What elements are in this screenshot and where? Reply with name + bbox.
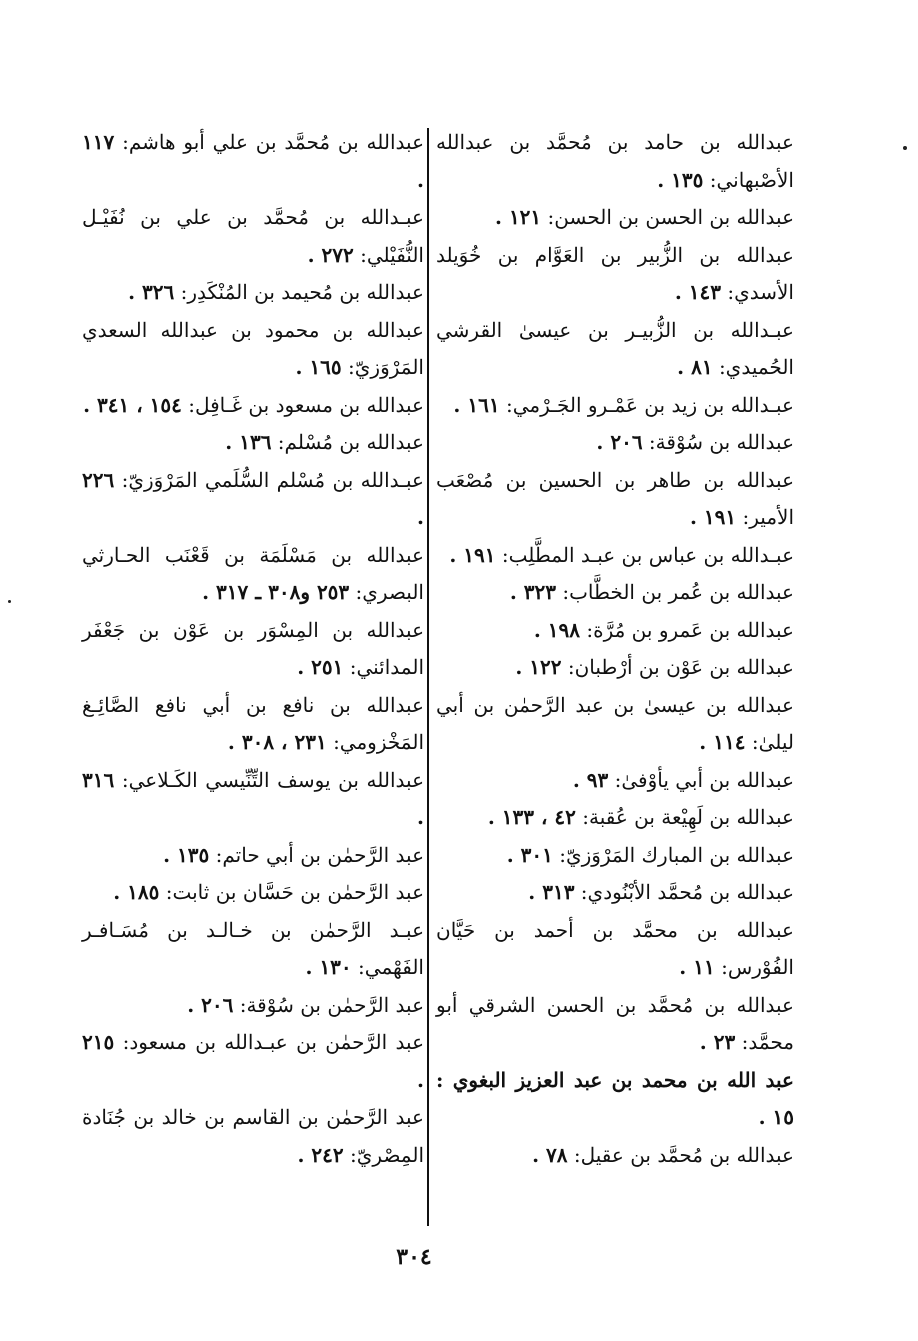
entry-pages: ٣٢٦ . [128, 280, 175, 304]
index-entry [436, 912, 794, 987]
entry-name: عبـدالله بن مُسْلم السُّلَمي المَرْوَزيّ: [121, 467, 424, 492]
index-entry [436, 387, 794, 425]
entry-pages: ٢٧٢ . [307, 242, 354, 267]
index-entry [436, 612, 794, 650]
entry-name: عبدالله بن محمَّد بن أحمد بن حَيَّان الفُوْرس: [436, 917, 794, 979]
entry-name: عبدالله بن محمود بن عبدالله السعدي المَرْوَزيّ: [82, 317, 424, 379]
entry-name: عبدالله بن نافع بن أبي نافع الصَّائِـغ المَخْزومي: [82, 692, 424, 754]
entry-name: عبدالله بن المِسْوَر بن عَوْن بن جَعْفَر المدائني: [82, 617, 424, 679]
page-number: ٣٠٤ [396, 1244, 432, 1270]
entry-pages: ٢١٥ . [82, 1030, 424, 1092]
entry-pages: ٨١ . [677, 355, 713, 379]
entry-pages: ٤٢ ، ١٣٣ . [487, 805, 576, 829]
index-entry [436, 762, 794, 800]
index-entry [436, 537, 794, 575]
entry-name: عبدالله بن الزُّبير بن العَوَّام بن خُوَيلد الأسدي: [436, 242, 794, 304]
entry-name: عبد الله بن محمد بن عبد العزيز البغوي : [436, 1067, 794, 1092]
entry-pages: ١١٤ . [699, 730, 746, 754]
index-entry [436, 424, 794, 462]
entry-name: عبد الرَّحمٰن بن أبي حاتم: [215, 842, 424, 867]
entry-name: عبد الرَّحمٰن بن حَسَّان بن ثابت: [165, 880, 424, 904]
index-entry [82, 1099, 424, 1174]
index-entry [436, 987, 794, 1062]
index-entry [82, 199, 424, 274]
index-entry [82, 912, 424, 987]
right-column [436, 124, 794, 1174]
entry-pages: ١٦٥ . [295, 355, 342, 379]
index-entry [436, 312, 794, 387]
entry-pages: ١٦١ . [453, 392, 500, 417]
scan-speck [903, 146, 907, 150]
entry-pages: ٣١٦ . [82, 767, 424, 829]
column-divider [427, 128, 429, 1226]
entry-name: عبد الرَّحمٰن بن عبـدالله بن مسعود: [122, 1030, 425, 1054]
entry-pages: ١٥٤ ، ٣٤١ . [83, 392, 182, 417]
scan-speck [8, 600, 11, 603]
entry-pages: ٧٨ . [532, 1142, 568, 1167]
entry-name: عبدالله بن مُحمَّد بن الحسن الشرقي أبو محمَّد: [436, 992, 794, 1054]
entry-pages: ١٩٨ . [533, 617, 580, 642]
index-entry [436, 574, 794, 612]
entry-pages: ٢٣ . [699, 1030, 736, 1054]
entry-pages: ١٩١ . [449, 542, 496, 567]
entry-name: عبدالله بن الحسن بن الحسن: [547, 205, 794, 229]
entry-name: عبـدالله بن الزُّبيـر بن عيسىٰ القرشي الحُميدي: [436, 317, 794, 379]
entry-name: عبدالله بن عَوْن بن أرْطبان: [567, 655, 794, 679]
index-entry [82, 874, 424, 912]
index-entry [436, 687, 794, 762]
index-entry [82, 762, 424, 837]
index-entry [82, 312, 424, 387]
entry-name: عبـدالله بن عباس بن عبـد المطَّلِب: [501, 542, 794, 567]
index-entry [82, 687, 424, 762]
entry-pages: ٢٥١ . [297, 655, 344, 679]
index-entry [436, 124, 794, 199]
entry-name: عبدالله بن سُوْقة: [648, 430, 794, 454]
index-entry [82, 1024, 424, 1099]
entry-pages: ٣٠١ . [506, 842, 553, 867]
entry-pages: ١٣٥ . [163, 842, 210, 867]
index-entry [436, 462, 794, 537]
entry-name: عبدالله بن عَمرو بن مُرَّة: [586, 617, 794, 642]
entry-name: عبدالله بن المبارك المَرْوَزيّ: [559, 842, 794, 867]
index-entry [82, 837, 424, 875]
entry-pages: ١١٧ . [82, 130, 424, 192]
entry-name: عبدالله بن طاهر بن الحسين بن مُصْعَب الأمير: [436, 467, 794, 529]
entry-name: عبدالله بن عيسىٰ بن عبد الرَّحمٰن بن أبي ليلىٰ: [436, 692, 794, 754]
entry-name: عبـدالله بن مُحمَّد بن علي بن نُفَيْـل النُّفَيْلي: [82, 205, 424, 267]
entry-pages: ٢٥٣ و٣٠٨ ـ ٣١٧ . [202, 580, 350, 604]
entry-pages: ٣١٣ . [528, 880, 575, 904]
entry-name: عبدالله بن حامد بن مُحمَّد بن عبدالله الأصْبهاني: [436, 130, 794, 192]
entry-name: عبدالله بن مُحمَّد بن علي أبو هاشم: [122, 130, 425, 154]
entry-pages: ٣٢٣ . [509, 580, 556, 604]
entry-name: عبدالله بن أبي يأوْفىٰ: [614, 767, 794, 792]
entry-name: عبدالله بن مُحمَّد بن عقيل: [573, 1142, 794, 1167]
entry-pages: ١٥ . [758, 1105, 794, 1129]
entry-name: عبدالله بن مُحيمد بن المُنْكَدِر: [180, 280, 424, 304]
index-entry [82, 274, 424, 312]
entry-name: عبـد الرَّحمٰن بن خـالـد بن مُسَـافـر الفَهْمي: [82, 917, 424, 979]
entry-pages: ١٣٠ . [305, 955, 352, 979]
entry-pages: ١٤٣ . [674, 280, 722, 304]
entry-name: عبد الرَّحمٰن بن سُوْقة: [239, 992, 424, 1017]
entry-name: عبد الرَّحمٰن بن القاسم بن خالد بن جُنَادة المِصْريّ: [82, 1105, 424, 1167]
index-entry [82, 462, 424, 537]
entry-pages: ١٢١ . [495, 205, 542, 229]
index-entry [436, 1137, 794, 1175]
entry-pages: ٢٢٦ . [82, 467, 424, 529]
index-entry [82, 987, 424, 1025]
entry-name: عبدالله بن مُحمَّد الأبْنُودي: [580, 880, 794, 904]
entry-pages: ٩٣ . [572, 767, 609, 792]
entry-pages: ٢٣١ ، ٣٠٨ . [227, 730, 327, 754]
entry-pages: ١٣٥ . [657, 167, 704, 192]
entry-pages: ٢٤٢ . [297, 1142, 344, 1167]
entry-name: عبـدالله بن زيد بن عَمْـرو الجَـرْمي: [505, 392, 794, 417]
entry-pages: ١٣٦ . [225, 430, 272, 454]
entry-name: عبدالله بن مُسْلم: [277, 430, 424, 454]
entry-name: عبدالله بن لَهِيْعة بن عُقبة: [582, 805, 794, 829]
index-entry [436, 837, 794, 875]
entry-name: عبدالله بن مَسْلَمَة بن قَعْنَب الحـارثي البصري: [82, 542, 424, 604]
left-column [82, 124, 424, 1174]
index-entry [82, 424, 424, 462]
entry-pages: ٢٠٦ . [596, 430, 643, 454]
index-entry [82, 537, 424, 612]
index-entry [436, 799, 794, 837]
entry-pages: ١٢٢ . [515, 655, 562, 679]
entry-pages: ٢٠٦ . [187, 992, 234, 1017]
index-entry [82, 387, 424, 425]
index-entry [436, 1062, 794, 1137]
index-entry [436, 237, 794, 312]
entry-name: عبدالله بن عُمر بن الخطَّاب: [562, 580, 794, 604]
entry-pages: ١١ . [679, 955, 715, 979]
index-entry [82, 124, 424, 199]
index-entry [82, 612, 424, 687]
index-entry [436, 874, 794, 912]
entry-pages: ١٩١ . [689, 505, 737, 529]
entry-name: عبدالله بن يوسف التِّنِّيسي الكَـلاعي: [121, 767, 425, 792]
index-entry [436, 199, 794, 237]
entry-pages: ١٨٥ . [113, 880, 160, 904]
entry-name: عبدالله بن مسعود بن غَـافِل: [188, 392, 424, 417]
index-entry [436, 649, 794, 687]
